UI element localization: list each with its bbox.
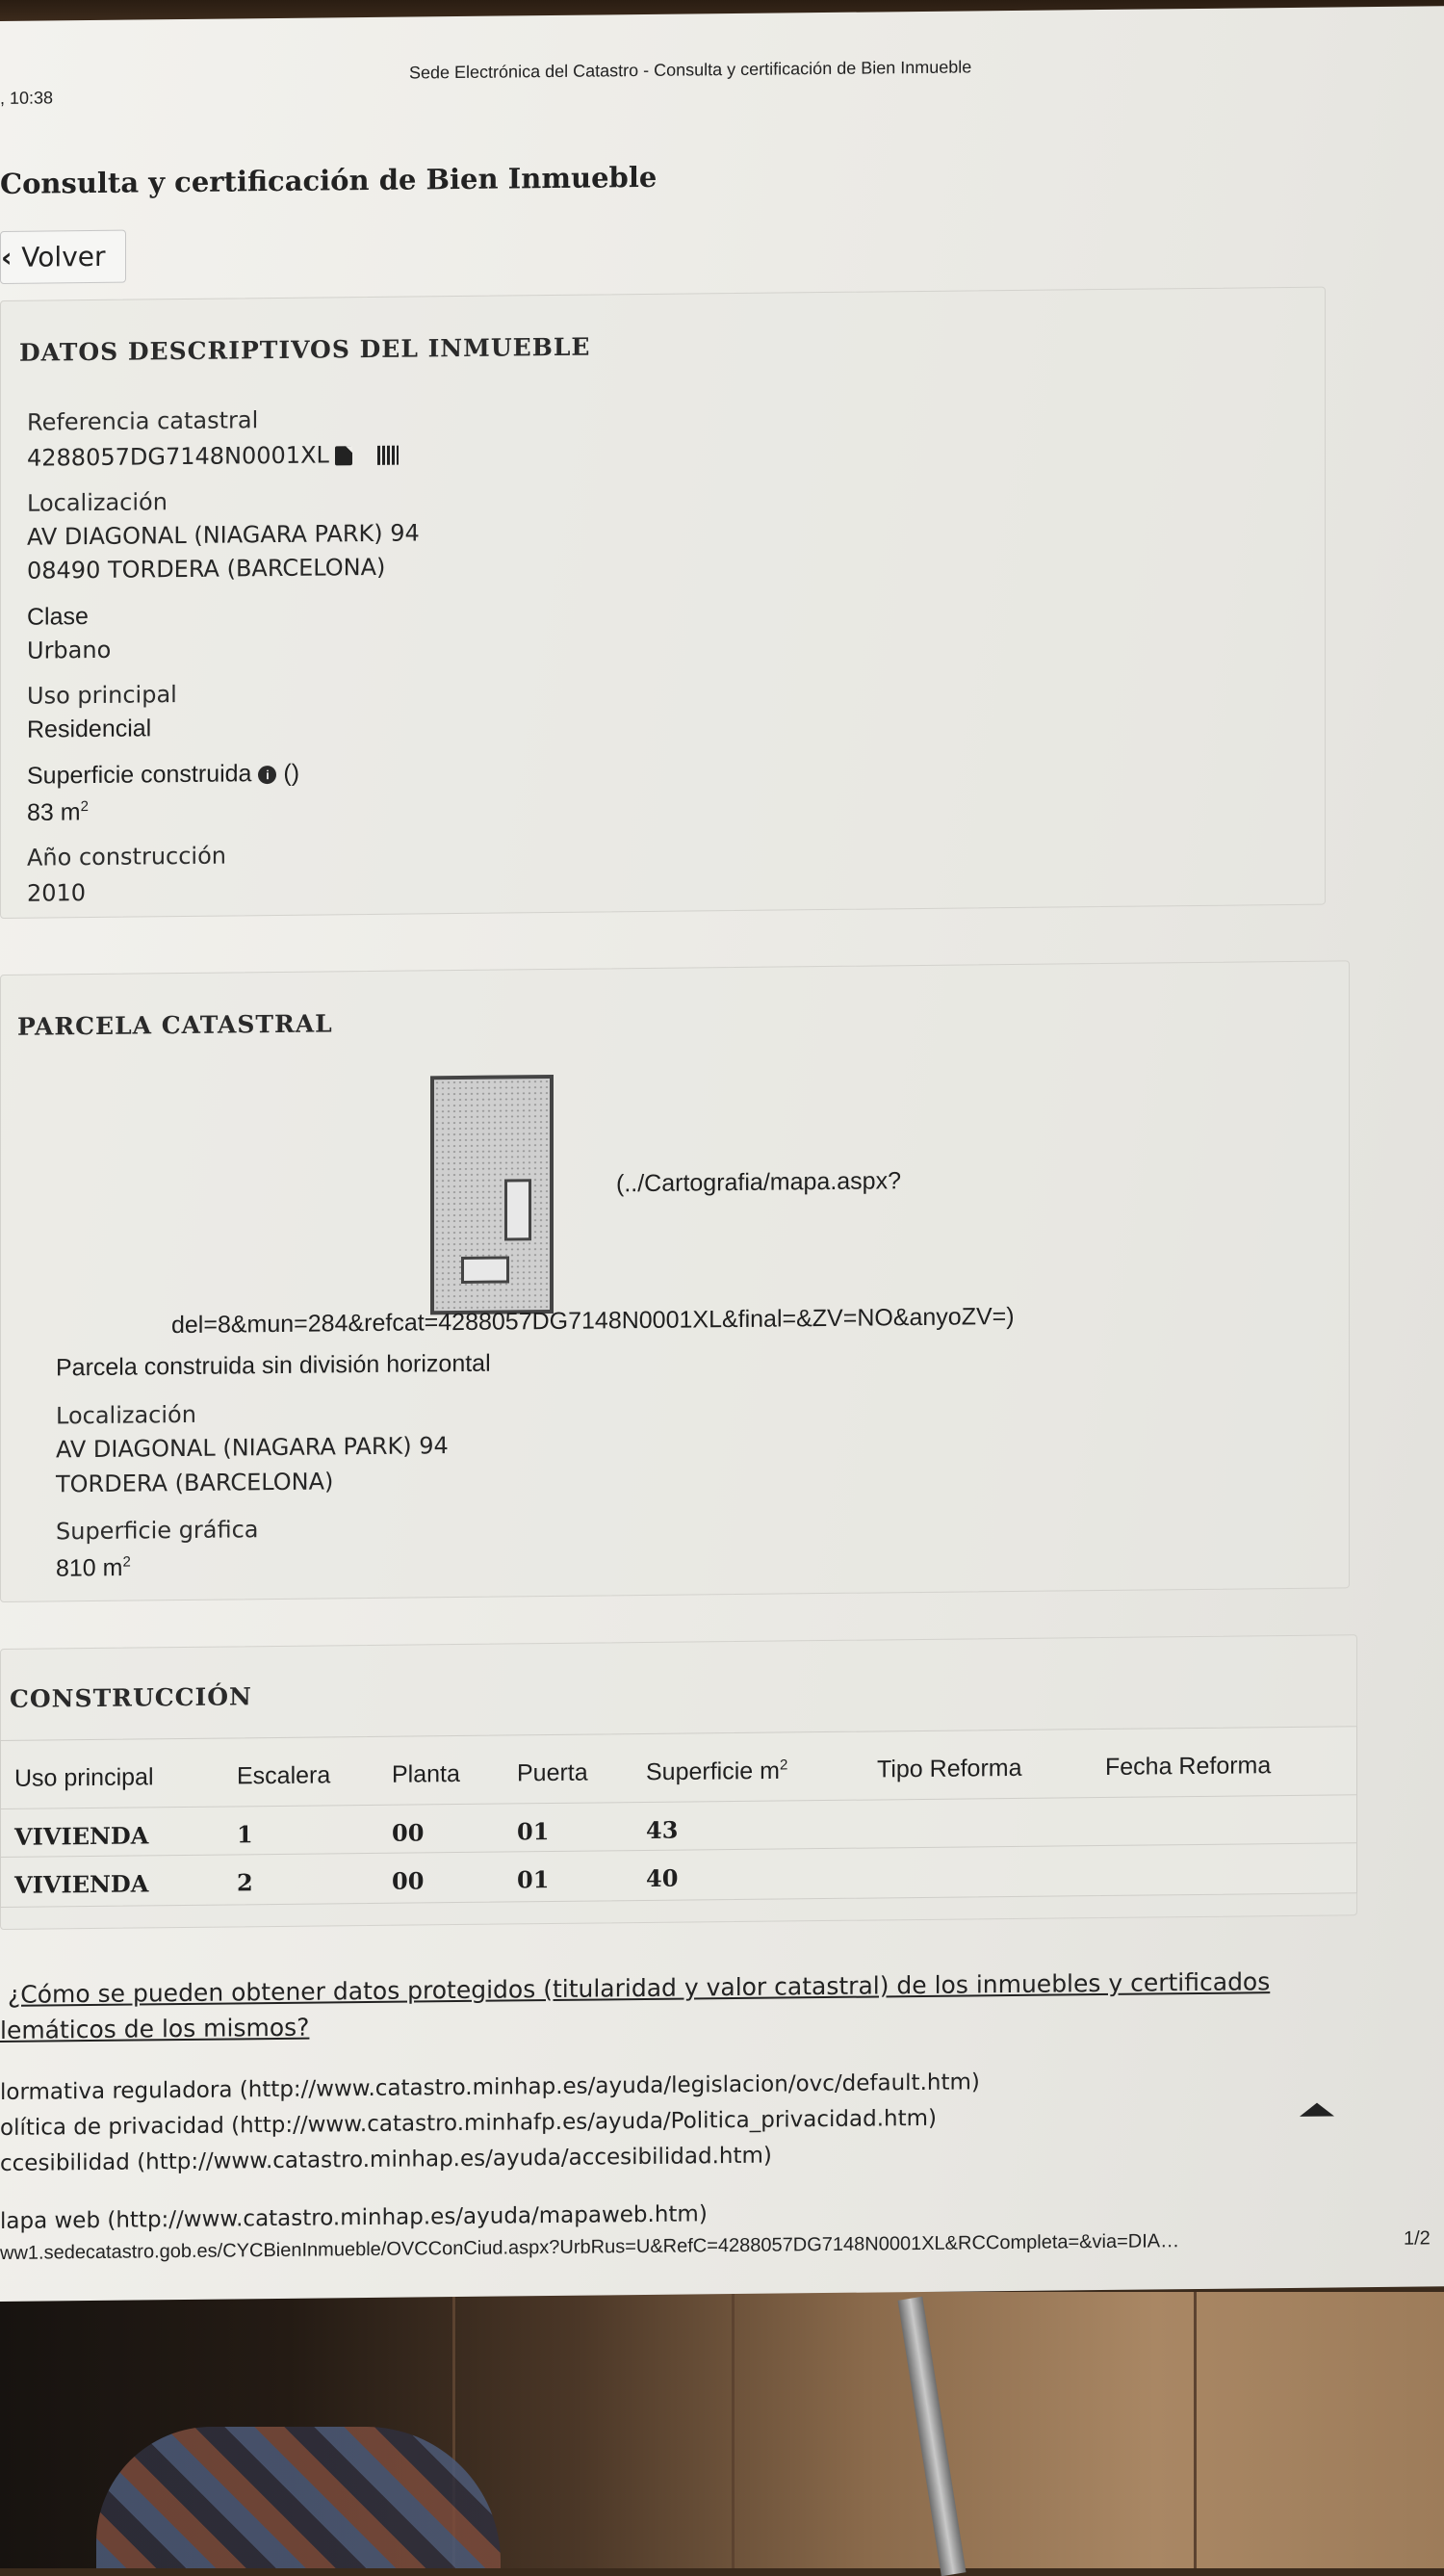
col-header-tipo-reforma: Tipo Reforma [877, 1754, 1022, 1783]
superficie-value: 83 m [27, 798, 81, 827]
clase-value: Urbano [27, 636, 112, 664]
printed-page [0, 6, 1444, 2302]
print-page-number: 1/2 [1404, 2227, 1431, 2250]
footer-link-normativa[interactable]: lormativa reguladora (http://www.catastro.minhap.es/ayuda/legislacion/ovc/default.htm) [0, 2069, 980, 2105]
page-title: Consulta y certificación de Bien Inmueble [0, 160, 658, 200]
col-header-puerta: Puerta [517, 1758, 588, 1787]
datos-protegidos-link-line1[interactable]: ¿Cómo se pueden obtener datos protegidos (titularidad y valor catastral) de los inmuebles y certificados [8, 1967, 1271, 2009]
chevron-left-icon: ‹ [1, 241, 22, 273]
construccion-table [0, 1726, 1357, 1908]
col-header-escalera: Escalera [237, 1761, 331, 1790]
parcela-superficie-exp: 2 [122, 1553, 131, 1571]
datos-protegidos-link-line2[interactable]: lemáticos de los mismos? [0, 2013, 310, 2044]
print-url: ww1.sedecatastro.gob.es/CYCBienInmueble/OVCConCiud.aspx?UrbRus=U&RefC=4288057DG7148N0001XL&RCCompleta=&via=DIA… [0, 2230, 1180, 2264]
col-header-superficie-label: Superficie m [646, 1756, 780, 1786]
footer-link-mapa-web[interactable]: lapa web (http://www.catastro.minhap.es/ayuda/mapaweb.htm) [0, 2201, 708, 2234]
print-time: , 10:38 [0, 88, 54, 108]
parcel-building-shape [504, 1179, 531, 1240]
superficie-exp: 2 [80, 798, 89, 816]
anio-label: Año construcción [27, 842, 226, 872]
back-button-label: Volver [21, 240, 106, 273]
barcode-icon[interactable] [377, 446, 399, 465]
cell-puerta: 01 [517, 1817, 550, 1846]
cell-uso: VIVIENDA [14, 1821, 149, 1851]
col-header-fecha-reforma: Fecha Reforma [1105, 1752, 1272, 1781]
referencia-label: Referencia catastral [27, 406, 259, 436]
map-link-2[interactable]: del=8&mun=284&refcat=4288057DG7148N0001XL&final=&ZV=NO&anyoZV=) [171, 1302, 1015, 1340]
cell-planta: 00 [392, 1866, 425, 1895]
row-divider [1, 1794, 1356, 1809]
parcela-superficie-label: Superficie gráfica [56, 1516, 259, 1546]
copy-icon[interactable] [335, 446, 352, 465]
cell-puerta: 01 [517, 1865, 550, 1894]
parcela-localizacion-line2: TORDERA (BARCELONA) [56, 1468, 334, 1498]
col-header-superficie-exp: 2 [779, 1756, 788, 1774]
localizacion-line1: AV DIAGONAL (NIAGARA PARK) 94 [27, 519, 420, 551]
clase-label: Clase [27, 603, 89, 631]
datos-panel [0, 287, 1326, 919]
cell-superficie: 40 [646, 1863, 679, 1892]
info-icon[interactable]: i [258, 766, 276, 784]
uso-label: Uso principal [27, 681, 177, 710]
back-button[interactable] [0, 230, 126, 284]
cell-uso: VIVIENDA [14, 1869, 149, 1899]
cell-planta: 00 [392, 1818, 425, 1847]
parcela-localizacion-label: Localización [56, 1400, 196, 1430]
floor-plank [732, 2292, 735, 2568]
datos-section-title: DATOS DESCRIPTIVOS DEL INMUEBLE [19, 332, 591, 367]
map-link-1[interactable]: (../Cartografia/mapa.aspx? [616, 1167, 901, 1198]
footer-link-accesibilidad[interactable]: ccesibilidad (http://www.catastro.minhap.es/ayuda/accesibilidad.htm) [0, 2143, 772, 2176]
row-divider [1, 1842, 1356, 1858]
cell-superficie: 43 [646, 1815, 679, 1844]
superficie-value-row [27, 798, 89, 827]
superficie-label: Superficie construida [27, 760, 252, 790]
floor-plank [1194, 2292, 1197, 2568]
parcela-section-title: PARCELA CATASTRAL [17, 1009, 333, 1041]
parcela-superficie-row [56, 1554, 131, 1583]
col-header-uso: Uso principal [14, 1763, 154, 1792]
parcela-superficie-value: 810 m [56, 1553, 123, 1582]
scroll-top-icon[interactable] [1300, 2102, 1334, 2116]
parcela-tipo: Parcela construida sin división horizontal [56, 1349, 491, 1382]
superficie-label-row [27, 760, 299, 791]
col-header-superficie [646, 1756, 787, 1786]
parcela-panel [0, 960, 1350, 1602]
localizacion-line2: 08490 TORDERA (BARCELONA) [27, 553, 386, 585]
print-header-title: Sede Electrónica del Catastro - Consulta y certificación de Bien Inmueble [409, 57, 972, 83]
referencia-row [27, 441, 399, 472]
referencia-value: 4288057DG7148N0001XL [27, 441, 329, 472]
construccion-section-title: CONSTRUCCIÓN [10, 1682, 252, 1713]
cell-escalera: 2 [237, 1868, 253, 1897]
parcela-localizacion-line1: AV DIAGONAL (NIAGARA PARK) 94 [56, 1432, 449, 1464]
col-header-planta: Planta [392, 1759, 460, 1788]
uso-value: Residencial [27, 715, 152, 743]
footer-link-privacidad[interactable]: olítica de privacidad (http://www.catastro.minhafp.es/ayuda/Politica_privacidad.htm) [0, 2105, 937, 2141]
superficie-extra: () [283, 759, 300, 787]
anio-value: 2010 [27, 879, 87, 907]
cell-escalera: 1 [237, 1820, 253, 1849]
localizacion-label: Localización [27, 488, 168, 517]
parcel-building-shape [461, 1256, 509, 1284]
